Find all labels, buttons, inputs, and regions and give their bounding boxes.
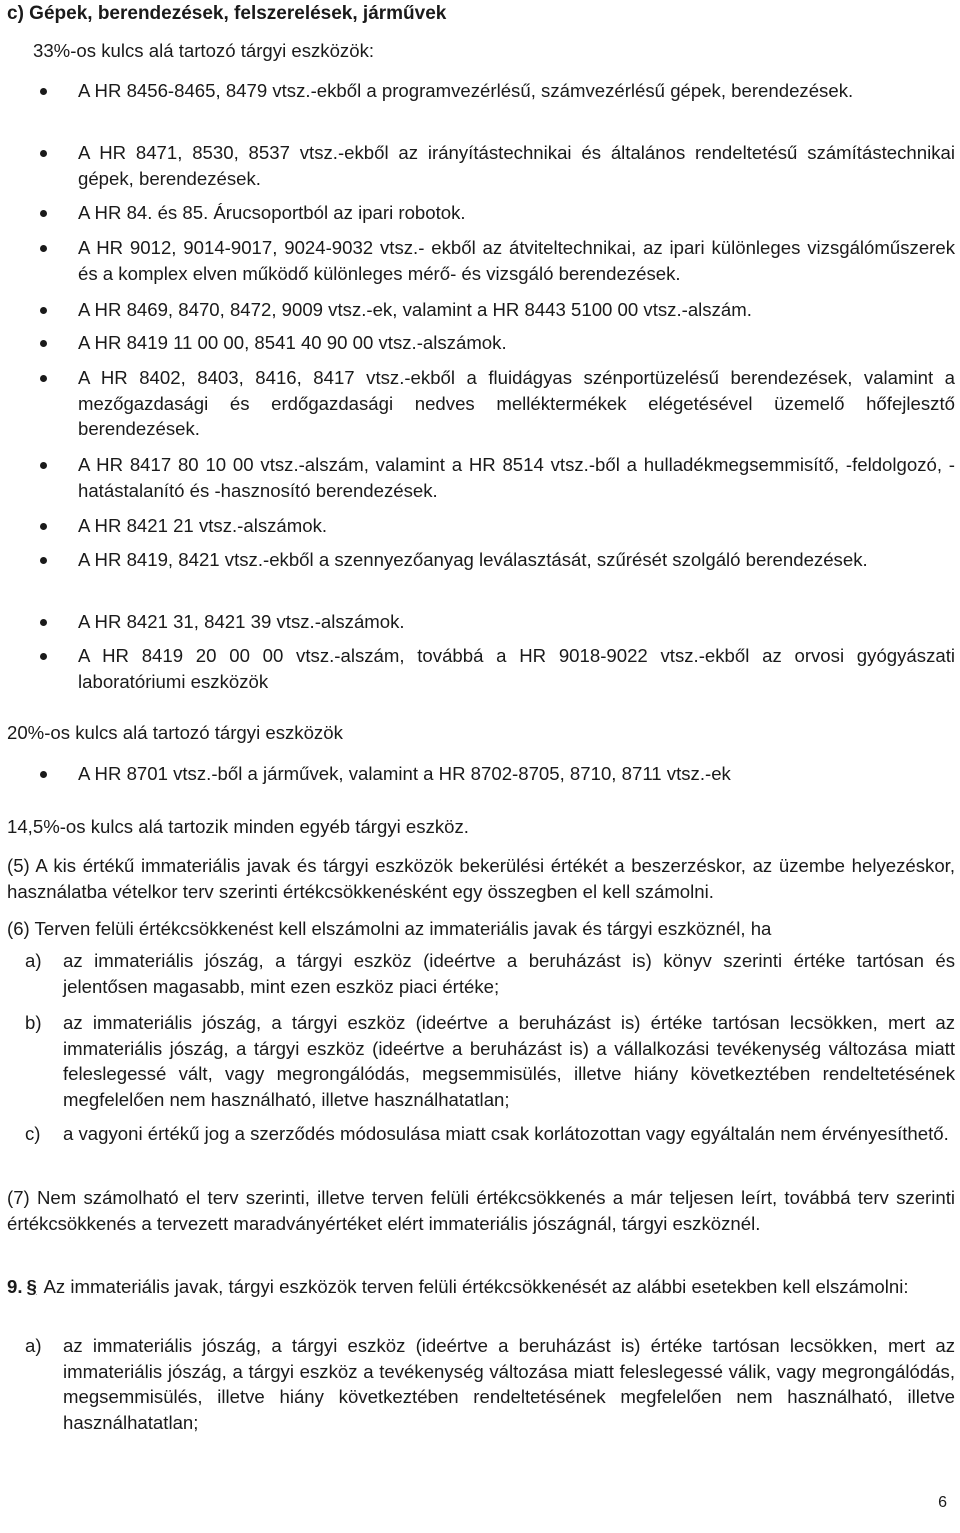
list-item: A HR 8417 80 10 00 vtsz.-alszám, valamint a HR 8514 vtsz.-ből a hulladékmegsemmisítő, -feldolgozó, -hatástalanító és -hasznosító berendezések. bbox=[7, 452, 955, 503]
paragraph-5: (5) A kis értékű immateriális javak és tárgyi eszközök bekerülési értékét a beszerzéskor, az üzembe helyezéskor, használatba vételkor terv szerinti értékcsökkenésként egy összegben el kell számolni. bbox=[7, 855, 955, 902]
list-item: A HR 8469, 8470, 8472, 9009 vtsz.-ek, valamint a HR 8443 5100 00 vtsz.-alszám. bbox=[7, 297, 955, 323]
bullet-icon bbox=[40, 340, 47, 347]
paragraph-6-intro: (6) Terven felüli értékcsökkenést kell elszámolni az immateriális javak és tárgyi eszköznél, ha bbox=[7, 918, 772, 939]
bullet-icon bbox=[40, 462, 47, 469]
bullet-icon bbox=[40, 375, 47, 382]
section-number: 9. bbox=[7, 1276, 23, 1297]
list-item: A HR 84. és 85. Árucsoportból az ipari robotok. bbox=[7, 200, 955, 226]
section-heading: c) Gépek, berendezések, felszerelések, járművek bbox=[7, 3, 447, 24]
list-item: a) az immateriális jószág, a tárgyi eszköz (ideértve a beruházást is) könyv szerinti értéke tartósan és jelentősen magasabb, mint ezen eszköz piaci értéke; bbox=[25, 950, 955, 997]
bullet-icon bbox=[40, 523, 47, 530]
bullet-icon bbox=[40, 619, 47, 626]
bullet-icon bbox=[40, 771, 47, 778]
list-item: A HR 8456-8465, 8479 vtsz.-ekből a programvezérlésű, számvezérlésű gépek, berendezések. bbox=[7, 78, 955, 104]
bullet-icon bbox=[40, 653, 47, 660]
list-item: A HR 9012, 9014-9017, 9024-9032 vtsz.- ekből az átviteltechnikai, az ipari különleges vizsgálóműszerek és a komplex elven működő különleges mérő- és vizsgáló berendezések. bbox=[7, 235, 955, 286]
list-item: b) az immateriális jószág, a tárgyi eszköz (ideértve a beruházást is) értéke tartósan lecsökken, mert az immateriális jószág, a tárgyi eszköz (ideértve a beruházást is) a vállalkozási tevékenység változása miatt feleslegessé vált, vagy megrongálódás, megsemmisülés, illetve hiány következtében rendeltetésének megfelelően nem használható, illetve használhatatlan; bbox=[25, 1012, 955, 1110]
list-item: A HR 8419 20 00 00 vtsz.-alszám, továbbá a HR 9018-9022 vtsz.-ekből az orvosi gyógyászati laboratóriumi eszközök bbox=[7, 643, 955, 694]
list-item: A HR 8701 vtsz.-ből a járművek, valamint a HR 8702-8705, 8710, 8711 vtsz.-ek bbox=[7, 761, 955, 787]
section-9 bbox=[7, 1274, 955, 1300]
bullet-icon bbox=[40, 150, 47, 157]
list-item: a) az immateriális jószág, a tárgyi eszköz (ideértve a beruházást is) értéke tartósan lecsökken, mert az immateriális jószág, a tárgyi eszköz a tevékenység változása miatt feleslegessé válik, vagy megrongálódás, megsemmisülés, illetve hiány következtében rendeltetésének megfelelően nem használható, illetve használhatatlan; bbox=[25, 1335, 955, 1433]
bullet-icon bbox=[40, 210, 47, 217]
rate-20-intro: 20%-os kulcs alá tartozó tárgyi eszközök bbox=[7, 722, 343, 743]
list-item: A HR 8419, 8421 vtsz.-ekből a szennyezőanyag leválasztását, szűrését szolgáló berendezések. bbox=[7, 547, 955, 573]
list-item: c) a vagyoni értékű jog a szerződés módosulása miatt csak korlátozottan vagy egyáltalán nem érvényesíthető. bbox=[25, 1123, 949, 1144]
rate-33-intro: 33%-os kulcs alá tartozó tárgyi eszközök: bbox=[33, 40, 375, 61]
rate-14-5-text: 14,5%-os kulcs alá tartozik minden egyéb tárgyi eszköz. bbox=[7, 816, 469, 837]
bullet-icon bbox=[40, 307, 47, 314]
paragraph-sign: § bbox=[26, 1276, 37, 1297]
list-item: A HR 8402, 8403, 8416, 8417 vtsz.-ekből a fluidágyas szénportüzelésű berendezések, valamint a mezőgazdasági és erdőgazdasági nedves melléktermékek elégetésével üzemelő hőfejlesztő berendezések. bbox=[7, 365, 955, 442]
paragraph-7: (7) Nem számolható el terv szerinti, illetve terven felüli értékcsökkenés a már teljesen leírt, továbbá terv szerinti értékcsökkenés a tervezett maradványértéket elért immateriális jószágnál, tárgyi eszköznél. bbox=[7, 1187, 955, 1234]
list-item: A HR 8419 11 00 00, 8541 40 90 00 vtsz.-alszámok. bbox=[7, 330, 955, 356]
bullet-icon bbox=[40, 245, 47, 252]
bullet-icon bbox=[40, 557, 47, 564]
list-item: A HR 8421 31, 8421 39 vtsz.-alszámok. bbox=[7, 609, 955, 635]
bullet-icon bbox=[40, 88, 47, 95]
page-number: 6 bbox=[938, 1494, 947, 1511]
list-item: A HR 8421 21 vtsz.-alszámok. bbox=[7, 513, 955, 539]
section-9-text: Az immateriális javak, tárgyi eszközök terven felüli értékcsökkenését az alábbi esetekben kell elszámolni: bbox=[43, 1276, 909, 1297]
list-item: A HR 8471, 8530, 8537 vtsz.-ekből az irányítástechnikai és általános rendeltetésű számítástechnikai gépek, berendezések. bbox=[7, 140, 955, 191]
